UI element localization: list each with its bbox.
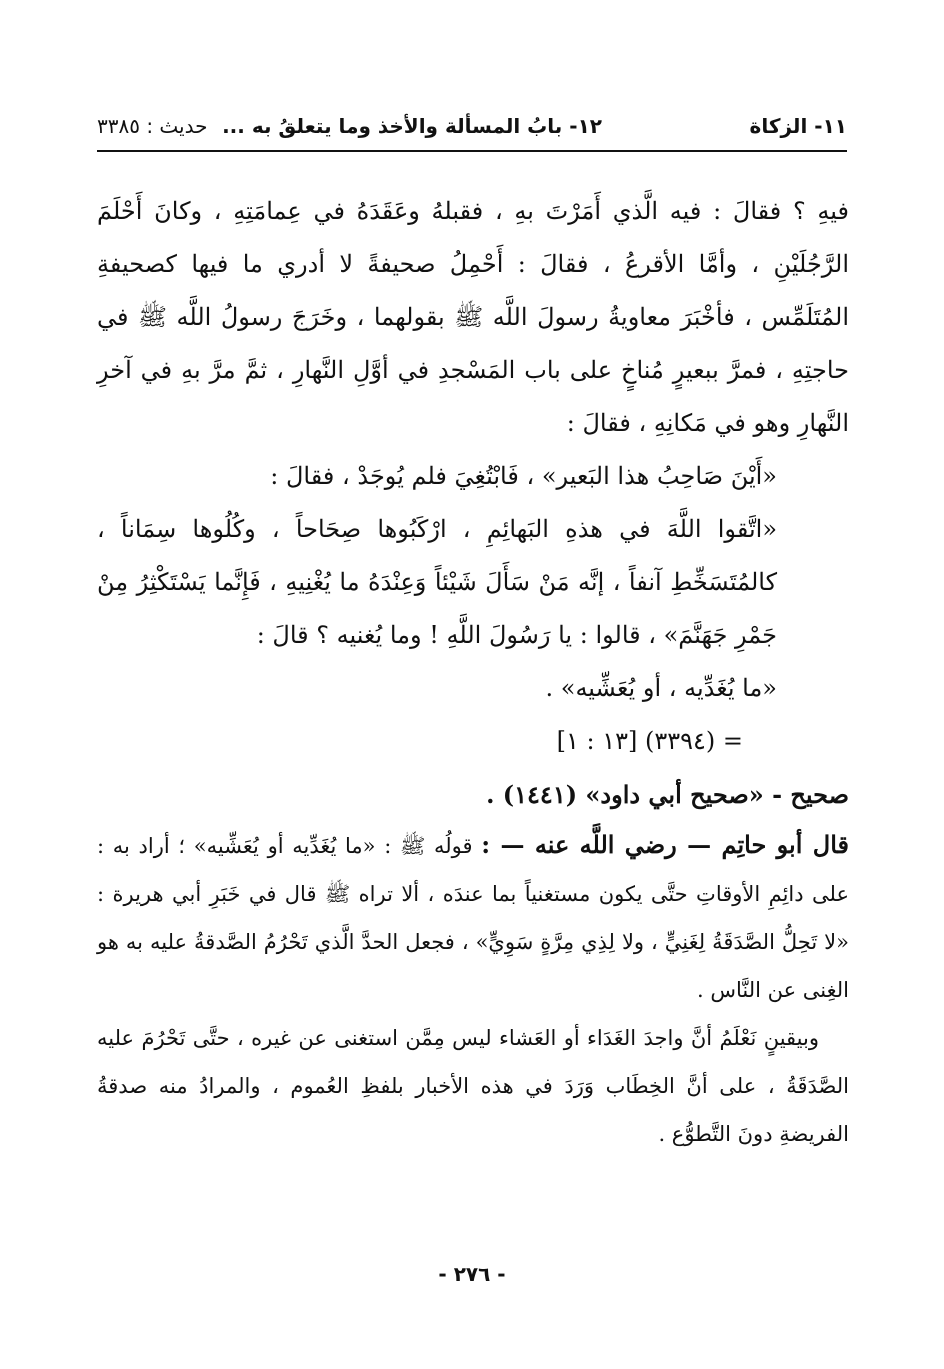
running-header	[97, 108, 847, 148]
main-text	[97, 185, 849, 1158]
cross-reference: = (٣٣٩٤) [١٣ : ١]	[556, 727, 743, 755]
commentary-paragraph: وبيقينٍ نَعْلَمُ أنَّ واجدَ الغَدَاء أو العَشاء ليس مِمَّن استغنى عن غيره ، حتَّى تَحْرُمَ عليه الصَّدَقَةُ ، على أنَّ الخِطَاب وَرَدَ في هذه الأخبار بلفظِ العُموم ، والمرادُ منه صدقةُ الفريضةِ دونَ التَّطوُّع .	[97, 1026, 849, 1146]
commentary-text: قولُه ﷺ : «ما يُغَدِّيه أو يُعَشِّيه» ؛ أراد به : على دائِمِ الأوقاتِ حتَّى يكون مستغنياً بما عندَه ، ألا تراه ﷺ قال في خَبَرِ أبي هريرة : «لا تَحِلُّ الصَّدَقَةُ لِغَنِيٍّ ، ولا لِذِي مِرَّةٍ سَوِيٍّ» ، فجعل الحدَّ الَّذي تَحْرُمُ الصَّدقةُ عليه به هو الغِنى عن النَّاس .	[97, 834, 849, 1002]
commentary-lead: قال أبو حاتِم — رضي اللَّه عنه — :	[481, 830, 849, 859]
quote-paragraph: «ما يُغَدِّيه ، أو يُعَشِّيه» .	[545, 674, 777, 702]
quote-paragraph: «أَيْنَ صَاحِبُ هذا البَعير» ، فَابْتُغِيَ فلم يُوجَدْ ، فقالَ :	[270, 462, 777, 490]
hadith-number: حديث : ٣٣٨٥	[97, 114, 208, 138]
chapter-title: ١١- الزكاة	[749, 114, 847, 138]
quote-paragraph: «اتَّقوا اللَّهَ في هذهِ البَهائِمِ ، ارْكَبُوها صِحَاحاً ، وكُلُوها سِمَاناً ، كالمُتَسَخِّطِ آنفاً ، إنَّه مَنْ سَأَلَ شَيْئاً وَعِنْدَهُ ما يُغْنِيهِ ، فَإِنَّما يَسْتَكْثِرُ مِنْ جَمْرِ جَهَنَّمَ» ، قالوا : يا رَسُولَ اللَّهِ ! وما يُغنيه ؟ قالَ :	[97, 515, 778, 649]
commentary-paragraph	[97, 821, 849, 1014]
page-number: - ٢٧٦ -	[438, 1262, 506, 1286]
grading-line: صحيح - «صحيح أبي داود» (١٤٤١) .	[486, 780, 849, 809]
header-rule	[97, 150, 847, 152]
narration-paragraph: فيهِ ؟ فقالَ : فيه الَّذي أَمَرْتَ بهِ ، فقبلهُ وعَقَدَهُ في عِمامَتِهِ ، وكانَ أَحْلَمَ الرَّجُلَيْنِ ، وأمَّا الأقرعُ ، فقالَ : أَحْمِلُ صحيفةً لا أدري ما فيها كصحيفةِ المُتَلَمِّس ، فأخْبَرَ معاويةُ رسولَ اللَّه ﷺ بقولهما ، وخَرَجَ رسولُ اللَّه ﷺ في حاجتِهِ ، فمرَّ ببعيرٍ مُناخٍ على باب المَسْجدِ في أوَّلِ النَّهارِ ، ثمَّ مرَّ بهِ في آخرِ النَّهارِ وهو في مَكانِهِ ، فقالَ :	[97, 197, 849, 437]
section-title: ١٢- بابُ المسألة والأخذ وما يتعلقُ به ...	[222, 114, 602, 138]
